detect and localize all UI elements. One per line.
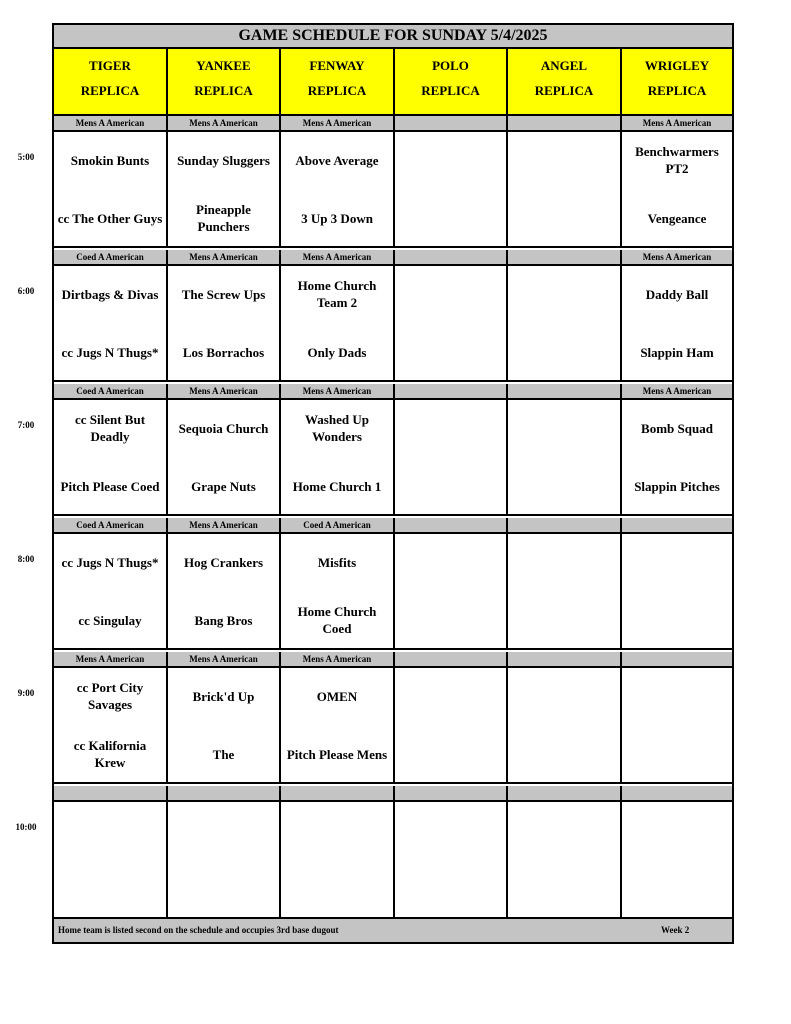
team-home	[54, 860, 166, 916]
division-label	[281, 786, 395, 802]
field-name: YANKEE	[196, 58, 251, 73]
division-label	[395, 786, 508, 802]
team-away	[395, 132, 506, 188]
team-away	[508, 132, 620, 188]
team-home	[622, 726, 732, 782]
field-header-yankee	[168, 49, 281, 116]
field-name: WRIGLEY	[644, 58, 710, 73]
team-away: Sunday Sluggers	[177, 152, 270, 168]
division-label: Coed A American	[281, 518, 395, 534]
team-away: Benchwarmers PT2	[635, 144, 719, 176]
game-cell	[508, 400, 622, 516]
division-label: Mens A American	[281, 384, 395, 400]
field-type: REPLICA	[534, 83, 594, 98]
team-home: Home Church Coed	[297, 604, 377, 636]
footer-note: Home team is listed second on the schedule and occupies 3rd base dugout	[58, 925, 339, 935]
time-label: 8:00	[17, 554, 35, 564]
team-away	[622, 534, 732, 590]
division-label	[508, 518, 622, 534]
division-label: Mens A American	[168, 116, 281, 132]
team-home	[168, 860, 279, 916]
game-cell	[168, 266, 281, 382]
game-cell	[54, 668, 168, 784]
game-cell	[168, 400, 281, 516]
game-cell	[54, 400, 168, 516]
team-away	[395, 802, 506, 858]
team-away: cc Jugs N Thugs*	[61, 554, 159, 570]
game-cell	[508, 534, 622, 650]
game-cell	[54, 802, 168, 919]
division-label	[395, 384, 508, 400]
field-name: ANGEL	[540, 58, 588, 73]
team-home	[508, 458, 620, 514]
division-label: Mens A American	[622, 250, 732, 266]
team-away	[508, 802, 620, 858]
team-home: cc The Other Guys	[57, 210, 163, 226]
team-away	[395, 534, 506, 590]
team-away: Bomb Squad	[641, 420, 713, 436]
game-cell	[168, 802, 281, 919]
team-home: Grape Nuts	[191, 478, 256, 494]
division-label: Mens A American	[281, 250, 395, 266]
field-type: REPLICA	[421, 83, 480, 98]
schedule-table	[52, 23, 734, 944]
team-away: Brick'd Up	[192, 688, 255, 704]
game-cell	[395, 132, 508, 248]
game-cell	[508, 132, 622, 248]
team-home: cc Jugs N Thugs*	[61, 344, 159, 360]
team-home: Pitch Please Mens	[286, 746, 388, 762]
team-home	[395, 592, 506, 648]
team-away	[508, 400, 620, 456]
field-header-fenway	[281, 49, 395, 116]
team-away: The Screw Ups	[181, 286, 266, 302]
field-name: POLO	[432, 58, 469, 73]
team-away	[281, 802, 393, 858]
team-home: Slappin Ham	[640, 344, 714, 360]
division-label	[395, 116, 508, 132]
week-label: Week 2	[661, 925, 690, 935]
team-away: cc Port City Savages	[76, 680, 144, 712]
team-home: The	[212, 746, 235, 762]
team-away: Daddy Ball	[645, 286, 709, 302]
game-cell	[281, 802, 395, 919]
game-cell	[281, 132, 395, 248]
game-cell	[508, 266, 622, 382]
game-cell	[395, 266, 508, 382]
game-cell	[281, 400, 395, 516]
team-away: Misfits	[317, 554, 357, 570]
game-cell	[508, 668, 622, 784]
time-label: 9:00	[17, 688, 35, 698]
game-cell	[281, 266, 395, 382]
game-cell	[622, 266, 732, 382]
division-label	[395, 518, 508, 534]
game-cell	[622, 132, 732, 248]
division-label	[395, 652, 508, 668]
schedule-title: GAME SCHEDULE FOR SUNDAY 5/4/2025	[54, 25, 732, 49]
game-cell	[622, 400, 732, 516]
field-header-polo	[395, 49, 508, 116]
time-label: 5:00	[17, 152, 35, 162]
team-away: Dirtbags & Divas	[61, 286, 159, 302]
time-label: 10:00	[15, 822, 37, 832]
team-home: Los Borrachos	[182, 344, 265, 360]
time-label: 7:00	[17, 420, 35, 430]
field-type: REPLICA	[80, 83, 140, 98]
team-home	[395, 324, 506, 380]
field-header-tiger	[54, 49, 168, 116]
game-cell	[395, 802, 508, 919]
team-home	[508, 190, 620, 246]
team-away	[508, 668, 620, 724]
team-home: 3 Up 3 Down	[301, 210, 373, 226]
team-home	[395, 458, 506, 514]
game-cell	[395, 534, 508, 650]
game-cell	[54, 266, 168, 382]
game-cell	[622, 534, 732, 650]
division-label	[508, 652, 622, 668]
team-home	[622, 592, 732, 648]
team-away	[395, 400, 506, 456]
division-label: Coed A American	[54, 250, 168, 266]
division-label	[395, 250, 508, 266]
division-label	[54, 786, 168, 802]
game-cell	[168, 668, 281, 784]
division-label: Coed A American	[54, 384, 168, 400]
field-type: REPLICA	[307, 83, 367, 98]
team-away: Above Average	[295, 152, 379, 168]
team-away	[395, 266, 506, 322]
game-cell	[508, 802, 622, 919]
division-label	[622, 786, 732, 802]
team-away: Hog Crankers	[183, 554, 264, 570]
division-label	[622, 518, 732, 534]
division-label	[508, 384, 622, 400]
team-home	[395, 190, 506, 246]
game-cell	[168, 534, 281, 650]
division-label: Mens A American	[622, 384, 732, 400]
game-cell	[622, 668, 732, 784]
field-name: FENWAY	[309, 58, 365, 73]
team-away	[622, 668, 732, 724]
game-cell	[168, 132, 281, 248]
division-label	[168, 786, 281, 802]
team-home	[508, 324, 620, 380]
division-label: Mens A American	[281, 116, 395, 132]
game-cell	[281, 668, 395, 784]
team-away	[54, 802, 166, 858]
team-away	[508, 266, 620, 322]
division-label	[508, 250, 622, 266]
division-label: Mens A American	[281, 652, 395, 668]
division-label	[508, 116, 622, 132]
team-home	[508, 860, 620, 916]
team-home	[622, 860, 732, 916]
game-cell	[54, 534, 168, 650]
field-name: TIGER	[89, 58, 131, 73]
team-away: cc Silent But Deadly	[74, 412, 146, 444]
time-label: 6:00	[17, 286, 35, 296]
division-label: Mens A American	[168, 518, 281, 534]
division-label: Mens A American	[168, 652, 281, 668]
team-away: Home Church Team 2	[297, 278, 377, 310]
team-home: cc Singulay	[78, 612, 142, 628]
field-header-angel	[508, 49, 622, 116]
team-home	[395, 726, 506, 782]
division-label: Mens A American	[54, 116, 168, 132]
team-home: Vengeance	[647, 210, 707, 226]
team-home: cc Kalifornia Krew	[73, 738, 147, 770]
footer	[54, 919, 732, 942]
field-header-wrigley	[622, 49, 732, 116]
team-home: Pineapple Punchers	[196, 202, 251, 234]
division-label: Mens A American	[168, 384, 281, 400]
team-away: Smokin Bunts	[70, 152, 150, 168]
division-label: Mens A American	[622, 116, 732, 132]
team-home	[508, 726, 620, 782]
division-label	[508, 786, 622, 802]
game-cell	[395, 668, 508, 784]
team-away	[395, 668, 506, 724]
team-home: Home Church 1	[292, 478, 382, 494]
team-away: Washed Up Wonders	[305, 412, 369, 444]
team-away	[622, 802, 732, 858]
field-type: REPLICA	[647, 83, 707, 98]
game-cell	[54, 132, 168, 248]
team-away	[168, 802, 279, 858]
team-away: OMEN	[316, 688, 358, 704]
team-home	[395, 860, 506, 916]
game-cell	[281, 534, 395, 650]
division-label: Mens A American	[168, 250, 281, 266]
team-home	[281, 860, 393, 916]
division-label: Coed A American	[54, 518, 168, 534]
team-away: Sequoia Church	[178, 420, 269, 436]
game-cell	[395, 400, 508, 516]
division-label	[622, 652, 732, 668]
field-type: REPLICA	[194, 83, 253, 98]
team-home: Bang Bros	[194, 612, 253, 628]
team-home: Only Dads	[307, 344, 367, 360]
division-label: Mens A American	[54, 652, 168, 668]
team-home: Slappin Pitches	[634, 478, 720, 494]
team-home	[508, 592, 620, 648]
team-home: Pitch Please Coed	[60, 478, 160, 494]
game-cell	[622, 802, 732, 919]
team-away	[508, 534, 620, 590]
